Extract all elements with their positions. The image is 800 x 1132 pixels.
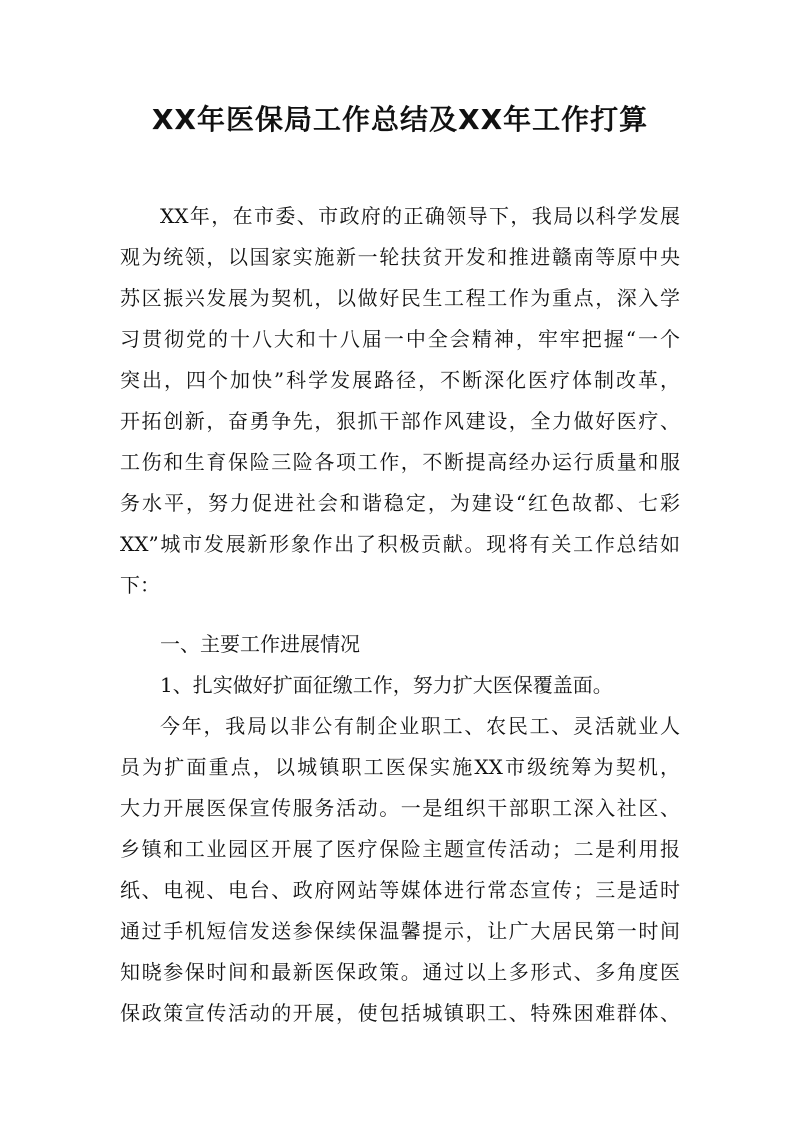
- paragraph-line: 员为扩面重点，以城镇职工医保实施XX市级统筹为契机，: [120, 755, 680, 779]
- paragraph-line: 苏区振兴发展为契机，以做好民生工程工作为重点，深入学: [120, 286, 680, 310]
- paragraph-line: 开拓创新，奋勇争先，狠抓干部作风建设，全力做好医疗、: [120, 409, 680, 433]
- paragraph-line: 纸、电视、电台、政府网站等媒体进行常态宣传；三是适时: [120, 878, 680, 902]
- paragraph-line: 保政策宣传活动的开展，使包括城镇职工、特殊困难群体、: [120, 1001, 680, 1025]
- paragraph-line: 下：: [120, 573, 160, 597]
- paragraph-line: 大力开展医保宣传服务活动。一是组织干部职工深入社区、: [120, 796, 680, 820]
- paragraph-line: 观为统领，以国家实施新一轮扶贫开发和推进赣南等原中央: [120, 245, 680, 269]
- paragraph-line: 通过手机短信发送参保续保温馨提示，让广大居民第一时间: [120, 919, 680, 943]
- paragraph-line: 今年，我局以非公有制企业职工、农民工、灵活就业人: [160, 714, 680, 738]
- paragraph-line: 乡镇和工业园区开展了医疗保险主题宣传活动；二是利用报: [120, 837, 680, 861]
- document-body: [120, 196, 680, 1034]
- intro-paragraph: [120, 196, 680, 606]
- subsection-heading: 1、扎实做好扩面征缴工作，努力扩大医保覆盖面。: [160, 673, 613, 697]
- paragraph-line: XX年，在市委、市政府的正确领导下，我局以科学发展: [160, 204, 680, 228]
- document-title: XX年医保局工作总结及XX年工作打算: [151, 103, 649, 136]
- body-paragraph: [120, 706, 680, 1034]
- paragraph-line: XX”城市发展新形象作出了积极贡献。现将有关工作总结如: [120, 532, 680, 556]
- paragraph-gap: [120, 606, 680, 624]
- paragraph-line: 习贯彻党的十八大和十八届一中全会精神，牢牢把握“一个: [120, 327, 680, 351]
- paragraph-line: 工伤和生育保险三险各项工作，不断提高经办运行质量和服: [120, 450, 680, 474]
- paragraph-line: 务水平，努力促进社会和谐稳定，为建设“红色故都、七彩: [120, 491, 680, 515]
- paragraph-line: 突出，四个加快”科学发展路径，不断深化医疗体制改革，: [120, 368, 680, 392]
- paragraph-line: 知晓参保时间和最新医保政策。通过以上多形式、多角度医: [120, 960, 680, 984]
- section-heading: 一、主要工作进展情况: [160, 632, 360, 656]
